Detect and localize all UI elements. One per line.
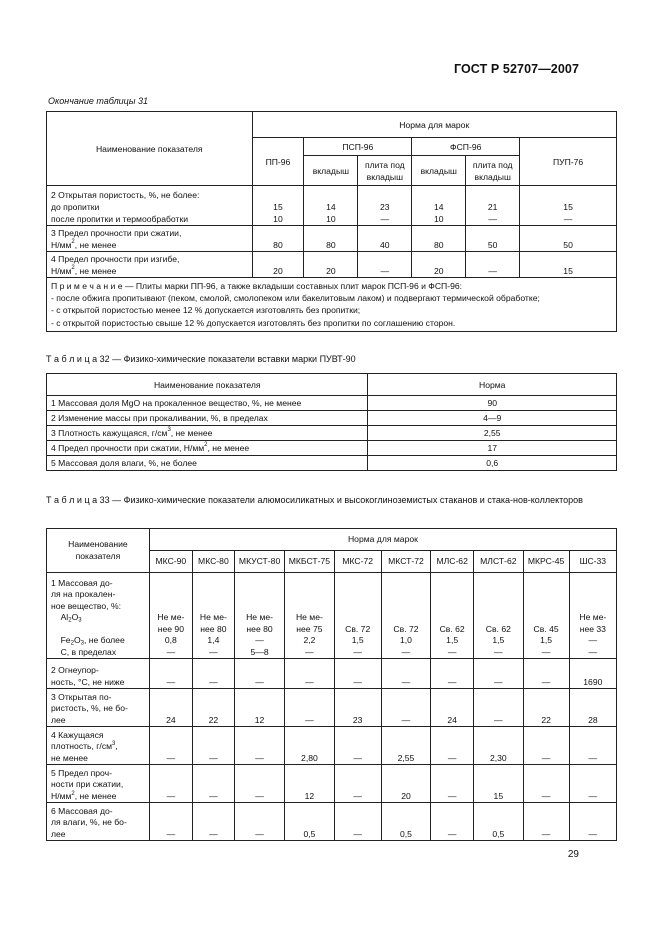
table-cell: 24 [431, 689, 474, 727]
header-plate: плита под вкладыш [358, 156, 412, 186]
table-cell: 40 [358, 226, 412, 252]
table-32 [46, 373, 617, 471]
table-row [47, 573, 617, 659]
table-cell: — [358, 252, 412, 278]
header-grade: МКС-90 [149, 551, 192, 573]
header-pp96: ПП-96 [252, 138, 304, 186]
row-label: 4 Предел прочности при изгибе, $Н/мм^2$, не менее [47, 252, 253, 278]
table-cell: — [431, 727, 474, 765]
table-row [47, 411, 617, 426]
table-cell: — [285, 689, 334, 727]
header-norm: Норма для марок [149, 529, 616, 551]
table-cell: 0,6 [368, 456, 617, 471]
table-cell: 20 [381, 765, 430, 803]
table-cell: — [234, 659, 284, 689]
row-label: 6 Массовая до- ля влаги, %, не бо- лее [47, 803, 150, 841]
table-row [47, 803, 617, 841]
table-cell: 12 [285, 765, 334, 803]
table-cell: — [234, 803, 284, 841]
header-insert: вкладыш [412, 156, 466, 186]
table-32-caption: Т а б л и ц а 32 — Физико-химические показатели вставки марки ПУВТ-90 [46, 354, 356, 364]
table-cell: — [523, 659, 569, 689]
header-psp96: ПСП-96 [304, 138, 412, 156]
header-grade: МЛСТ-62 [474, 551, 523, 573]
table-cell: — [234, 765, 284, 803]
table-cell: — [149, 727, 192, 765]
table-cell: — [192, 727, 234, 765]
table-cell: 80 [252, 226, 304, 252]
table-cell: 80 [304, 226, 358, 252]
table-cell: — [334, 727, 381, 765]
table-row [47, 426, 617, 441]
table-cell: — [149, 803, 192, 841]
table-cell: 0,5 [474, 803, 523, 841]
table-cell: — [285, 659, 334, 689]
note-line: - с открытой пористостью свыше 12 % допускается изготовлять без пропитки по соглашению сторон. [51, 317, 456, 328]
table-cell: — [334, 659, 381, 689]
row-label: 5 Предел проч- ности при сжатии, $Н/мм^2$, не менее [47, 765, 150, 803]
row-label: 1 Массовая до- ля на прокален- ное вещество, %: Al2O3 Fe2O3, не более C, в пределах [47, 573, 150, 659]
table-cell: — [431, 765, 474, 803]
table-cell: — [569, 765, 616, 803]
table-cell: 90 [368, 396, 617, 411]
table-cell: 80 [412, 226, 466, 252]
table-cell: 21 — [466, 186, 520, 226]
table-cell: 50 [466, 226, 520, 252]
table-note: П р и м е ч а н и е — Плиты марки ПП-96, а также вкладыши составных плит марок ПСП-96 и ФСП-96: - после обжига пропитывают (пеком, смолой, смолопеком или бакелитовым лаком) и подвергают термической обработке; - с открытой пористостью менее 12 % допускается изготовлять без пропитки; - с открытой пористостью свыше 12 % допускается изготовлять без пропитки по соглашению сторон. [47, 278, 617, 332]
header-grade: МКРС-45 [523, 551, 569, 573]
table-row [47, 765, 617, 803]
table-cell: Не ме- нее 80 — 5—8 [234, 573, 284, 659]
table-cell: 50 [520, 226, 617, 252]
table-row [47, 441, 617, 456]
table-cell: 23 — [358, 186, 412, 226]
table-cell: Не ме- нее 90 0,8 — [149, 573, 192, 659]
table-cell: 20 [412, 252, 466, 278]
table-cell: — [523, 727, 569, 765]
table-cell: 17 [368, 441, 617, 456]
table-cell: 15 [474, 765, 523, 803]
table-cell: 15 10 [252, 186, 304, 226]
table-cell: — [192, 803, 234, 841]
table-cell: Не ме- нее 75 2,2 — [285, 573, 334, 659]
row-label: 4 Предел прочности при сжатии, $Н/мм^2$, не менее [47, 441, 368, 456]
header-norm: Норма [368, 374, 617, 396]
table-row [47, 226, 617, 252]
table-row [47, 659, 617, 689]
table-cell: 14 10 [412, 186, 466, 226]
table-cell: Св. 72 1,0 — [381, 573, 430, 659]
table-cell: 2,30 [474, 727, 523, 765]
header-indicator: Наименование показателя [47, 374, 368, 396]
table-cell: — [431, 803, 474, 841]
header-grade: МКУСТ-80 [234, 551, 284, 573]
row-label: 5 Массовая доля влаги, %, не более [47, 456, 368, 471]
table-cell: 22 [523, 689, 569, 727]
row-label: 2 Открытая пористость, %, не более: до пропитки после пропитки и термообработки [47, 186, 253, 226]
note-heading: П р и м е ч а н и е [51, 281, 123, 291]
header-grade: МКС-72 [334, 551, 381, 573]
row-label: 4 Кажущаяся плотность, $г/см^3$, не менее [47, 727, 150, 765]
table-cell: — [523, 803, 569, 841]
header-grade: МЛС-62 [431, 551, 474, 573]
table-cell: — [569, 803, 616, 841]
table-33-caption: Т а б л и ц а 33 — Физико-химические показатели алюмосиликатных и высокоглиноземистых стаканов и стака-нов-коллекторов [46, 495, 583, 505]
table-cell: 2,80 [285, 727, 334, 765]
header-insert: вкладыш [304, 156, 358, 186]
table-cell: 2,55 [368, 426, 617, 441]
table-cell: Св. 72 1,5 — [334, 573, 381, 659]
table-cell: 1690 [569, 659, 616, 689]
table-cell: 28 [569, 689, 616, 727]
document-header: ГОСТ Р 52707—2007 [453, 62, 579, 76]
table-cell: — [381, 659, 430, 689]
table-33 [46, 528, 617, 841]
table-cell: 2,55 [381, 727, 430, 765]
table-cell: Не ме- нее 33 — — [569, 573, 616, 659]
table-cell: — [234, 727, 284, 765]
table-row [47, 727, 617, 765]
header-grade: МКБСТ-75 [285, 551, 334, 573]
header-plate: плита под вкладыш [466, 156, 520, 186]
table-cell: 23 [334, 689, 381, 727]
table-cell: Не ме- нее 80 1,4 — [192, 573, 234, 659]
note-line: - с открытой пористостью менее 12 % допускается изготовлять без пропитки; [51, 305, 361, 316]
table-cell: — [149, 765, 192, 803]
table-cell: 24 [149, 689, 192, 727]
table-cell: 15 [520, 252, 617, 278]
table-cell: Св. 62 1,5 — [431, 573, 474, 659]
table-cell: — [381, 689, 430, 727]
table-cell: — [334, 803, 381, 841]
table-cell: Св. 62 1,5 — [474, 573, 523, 659]
table-cell: 0,5 [285, 803, 334, 841]
header-pup76: ПУП-76 [520, 138, 617, 186]
table-cell: — [334, 765, 381, 803]
table-cell: — [192, 659, 234, 689]
page-number: 29 [567, 849, 579, 860]
table-row [47, 252, 617, 278]
table-31 [46, 111, 617, 332]
table-cell: 0,5 [381, 803, 430, 841]
header-indicator: Наименование показателя [47, 112, 253, 186]
table-cell: 20 [252, 252, 304, 278]
table-cell: 20 [304, 252, 358, 278]
table-cell: — [523, 765, 569, 803]
table-cell: Св. 45 1,5 — [523, 573, 569, 659]
table-row [47, 689, 617, 727]
table-cell: — [431, 659, 474, 689]
table-note-row [47, 278, 617, 332]
table-cell: 22 [192, 689, 234, 727]
row-label: 2 Огнеупор- ность, °С, не ниже [47, 659, 150, 689]
table-cell: — [474, 659, 523, 689]
row-label: 3 Плотность кажущаяся, $г/см^3$, не менее [47, 426, 368, 441]
note-line: - после обжига пропитывают (пеком, смолой, смолопеком или бакелитовым лаком) и подвергают термической обработке; [51, 293, 540, 304]
row-label: 3 Предел прочности при сжатии, $Н/мм^2$, не менее [47, 226, 253, 252]
header-grade: МКСТ-72 [381, 551, 430, 573]
table-cell: 15 — [520, 186, 617, 226]
row-label: 3 Открытая по- ристость, %, не бо- лее [47, 689, 150, 727]
table-cell: 14 10 [304, 186, 358, 226]
header-fsp96: ФСП-96 [412, 138, 520, 156]
table-cell: — [466, 252, 520, 278]
header-grade: МКС-80 [192, 551, 234, 573]
table-row [47, 456, 617, 471]
table-cell: — [192, 765, 234, 803]
table-cell: — [474, 689, 523, 727]
table-cell: 12 [234, 689, 284, 727]
header-grade: ШС-33 [569, 551, 616, 573]
table-cell: — [149, 659, 192, 689]
table-cell: 4—9 [368, 411, 617, 426]
header-indicator: Наименование показателя [47, 529, 150, 573]
table-row [47, 186, 617, 226]
table-31-caption: Окончание таблицы 31 [48, 96, 148, 106]
table-cell: — [569, 727, 616, 765]
row-label: 2 Изменение массы при прокаливании, %, в пределах [47, 411, 368, 426]
row-label: 1 Массовая доля MgO на прокаленное вещество, %, не менее [47, 396, 368, 411]
header-norm: Норма для марок [252, 112, 617, 138]
table-row [47, 396, 617, 411]
